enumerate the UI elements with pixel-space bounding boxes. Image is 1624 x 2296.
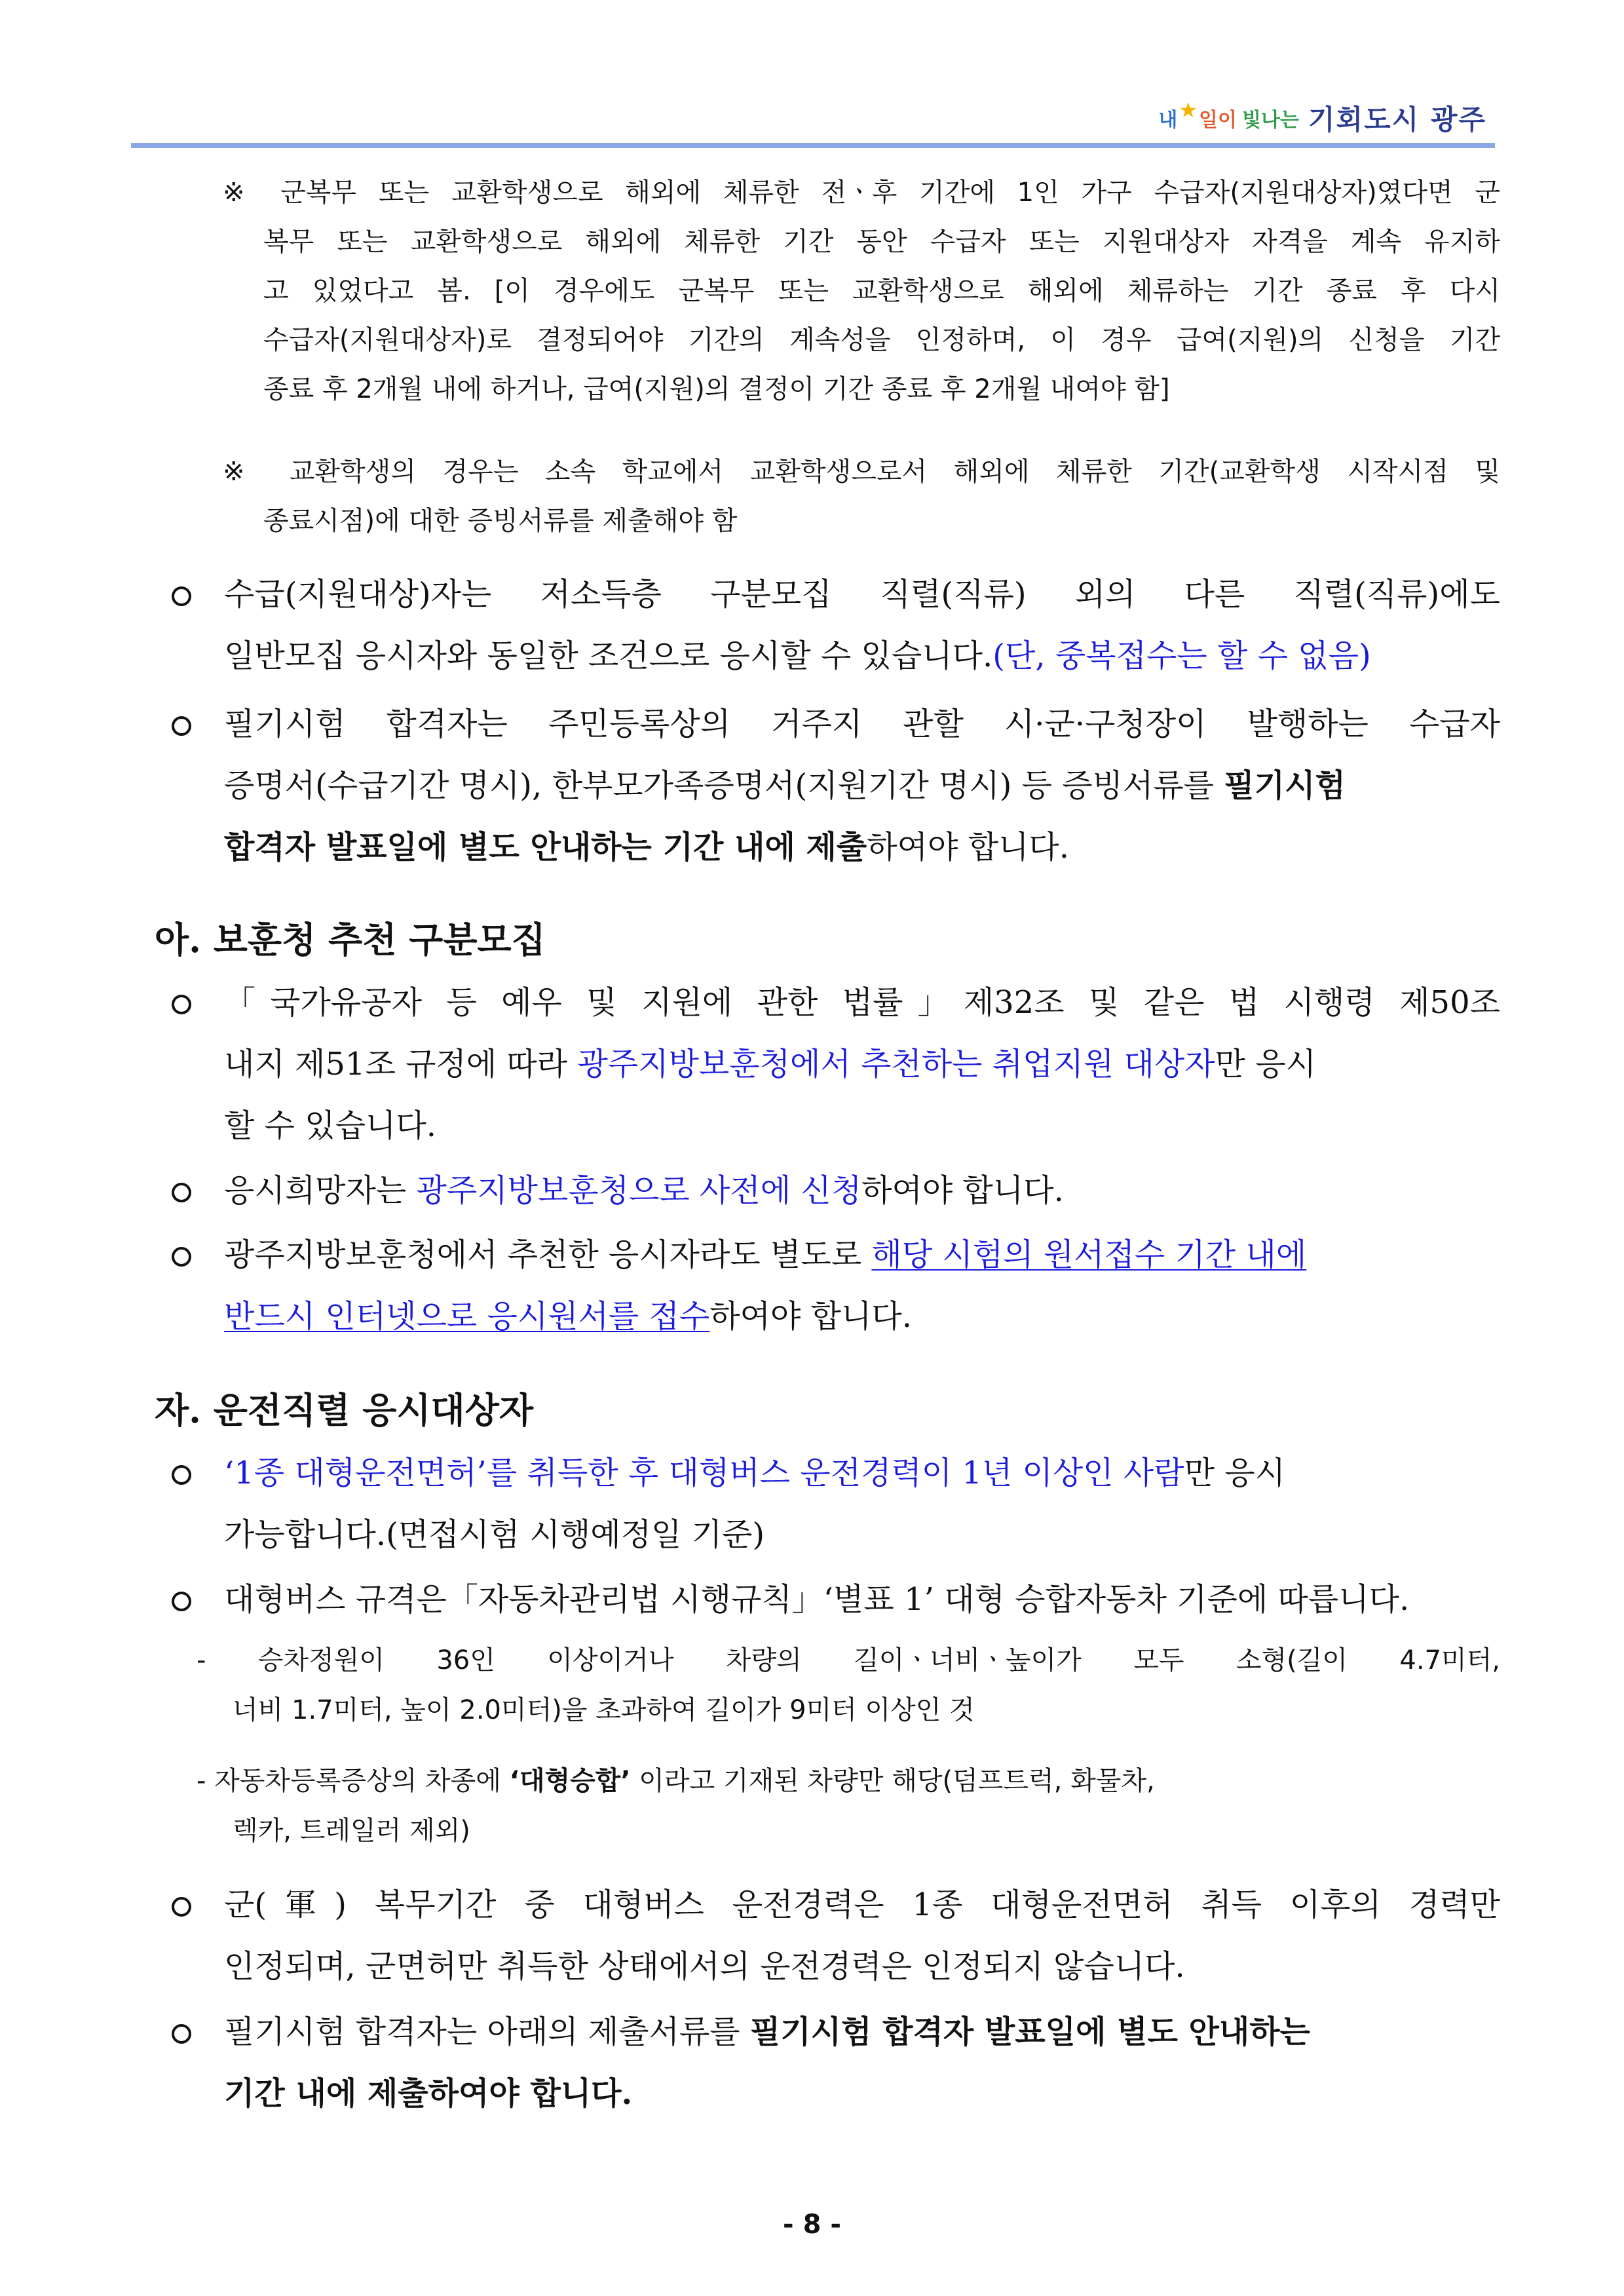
slogan-part-3: 빛나는	[1241, 109, 1299, 132]
documents-deadline-emphasis: 합격자 발표일에 별도 안내하는 기간 내에 제출	[224, 829, 867, 866]
apply-emphasis: 광주지방보훈청으로 사전에 신청	[416, 1172, 862, 1209]
apply-text: 응시희망자는	[224, 1172, 417, 1209]
slogan-part-2: 일이	[1199, 109, 1237, 132]
submission-emphasis: 필기시험 합격자 발표일에 별도 안내하는	[749, 2014, 1311, 2050]
driver-bullet-3-line-2: 인정되며, 군면허만 취득한 상태에서의 운전경력은 인정되지 않습니다.	[224, 1948, 1185, 1985]
logo-slogan	[1158, 98, 1299, 132]
veterans-text-end: 만 응시	[1215, 1046, 1316, 1082]
documents-bullet-line-1: 필기시험 합격자는 주민등록상의 거주지 관할 시·군·구청장이 발행하는 수급자	[224, 706, 1500, 742]
veterans-text: 내지 제51조 규정에 따라	[224, 1046, 578, 1082]
apply-text-end: 하여야 합니다.	[861, 1172, 1064, 1209]
header-logo	[1158, 98, 1486, 138]
bus-spec-dash-1-line-2: 너비 1.7미터, 높이 2.0미터)을 초과하여 길이가 9미터 이상인 것	[233, 1695, 975, 1725]
star-icon: ★	[1179, 98, 1198, 123]
duplicate-application-note: (단, 중복접수는 할 수 없음)	[992, 638, 1371, 674]
license-requirement-emphasis: ‘1종 대형운전면허’를 취득한 후 대형버스 운전경력이 1년 이상인 사람	[224, 1455, 1184, 1491]
registration-text-end: 이라고 기재된 차량만 해당(덤프트럭, 화물차,	[630, 1766, 1155, 1796]
driver-bullet-1-line-2: 가능합니다.(면접시험 시행예정일 기준)	[224, 1516, 765, 1553]
veterans-bullet-3-line-2	[224, 1291, 912, 1336]
bullet-circle-icon	[172, 1592, 191, 1611]
note-1-line-4: 수급자(지원대상자)로 결정되어야 기간의 계속성을 인정하며, 이 경우 급여(지원)의 신청을 기간	[263, 325, 1500, 355]
submission-text: 필기시험 합격자는 아래의 제출서류를	[224, 2014, 750, 2050]
bullet-circle-icon	[172, 1465, 191, 1485]
note-1-line-1: ※ 군복무 또는 교환학생으로 해외에 체류한 전ㆍ후 기간에 1인 가구 수급자(지원대상자)였다면 군	[223, 178, 1500, 208]
bullet-circle-icon	[172, 1247, 191, 1267]
note-2-line-2: 종료시점)에 대한 증빙서류를 제출해야 함	[263, 506, 738, 536]
slogan-part-1: 내	[1158, 109, 1178, 132]
header-divider	[131, 143, 1495, 148]
internet-text: 광주지방보훈청에서 추천한 응시자라도 별도로	[224, 1236, 872, 1273]
registration-text: - 자동차등록증상의 차종에	[197, 1766, 510, 1796]
logo-title: 기회도시 광주	[1308, 104, 1486, 136]
bullet-circle-icon	[172, 1897, 191, 1917]
internet-application-emphasis: 반드시 인터넷으로 응시원서를 접수	[224, 1298, 710, 1335]
application-period-emphasis: 해당 시험의 원서접수 기간 내에	[871, 1236, 1307, 1273]
documents-text-end: 하여야 합니다.	[867, 829, 1069, 866]
driver-bullet-3-line-1: 군(軍) 복무기간 중 대형버스 운전경력은 1종 대형운전면허 취득 이후의 경력만	[224, 1886, 1500, 1923]
veterans-target-emphasis: 광주지방보훈청에서 추천하는 취업지원 대상자	[577, 1046, 1215, 1082]
documents-text: 증명서(수급기간 명시), 한부모가족증명서(지원기간 명시) 등 증빙서류를	[224, 767, 1224, 804]
bullet-circle-icon	[172, 1183, 191, 1202]
eligibility-bullet-line-2	[224, 630, 1371, 676]
note-1-line-2: 복무 또는 교환학생으로 해외에 체류한 기간 동안 수급자 또는 지원대상자 자격을 계속 유지하	[263, 227, 1500, 257]
bullet-circle-icon	[172, 2024, 191, 2044]
veterans-bullet-line-1: 「국가유공자 등 예우 및 지원에 관한 법률」제32조 및 같은 법 시행령 제50조	[224, 984, 1500, 1021]
section-heading-veterans: 아. 보훈청 추천 구분모집	[155, 919, 546, 961]
veterans-bullet-3-line-1	[224, 1229, 1500, 1274]
large-van-emphasis: ‘대형승합’	[509, 1766, 631, 1796]
documents-bullet-line-3	[224, 822, 1069, 867]
veterans-bullet-line-3: 할 수 있습니다.	[224, 1107, 436, 1144]
veterans-bullet-line-2	[224, 1039, 1500, 1084]
eligibility-text: 일반모집 응시자와 동일한 조건으로 응시할 수 있습니다.	[224, 638, 993, 674]
bus-spec-dash-1-line-1: - 승차정원이 36인 이상이거나 차량의 길이ㆍ너비ㆍ높이가 모두 소형(길이 4.7미터,	[197, 1645, 1500, 1675]
bullet-circle-icon	[172, 586, 191, 606]
driver-bullet-4-line-2: 기간 내에 제출하여야 합니다.	[224, 2075, 633, 2112]
note-2-line-1: ※ 교환학생의 경우는 소속 학교에서 교환학생으로서 해외에 체류한 기간(교환학생 시작시점 및	[223, 457, 1500, 487]
section-heading-driver: 자. 운전직렬 응시대상자	[155, 1389, 534, 1431]
documents-emphasis: 필기시험	[1224, 767, 1346, 804]
driver-bullet-1-line-1	[224, 1447, 1500, 1493]
bullet-circle-icon	[172, 995, 191, 1014]
documents-bullet-line-2	[224, 760, 1500, 805]
page-number: - 8 -	[783, 2210, 841, 2240]
veterans-bullet-2	[224, 1165, 1064, 1210]
note-1-line-3: 고 있었다고 봄. [이 경우에도 군복무 또는 교환학생으로 해외에 체류하는 기간 종료 후 다시	[263, 276, 1500, 306]
eligibility-bullet-line-1: 수급(지원대상)자는 저소득층 구분모집 직렬(직류) 외의 다른 직렬(직류)에도	[224, 576, 1500, 613]
driver-bullet-4-line-1	[224, 2006, 1500, 2052]
bus-spec-dash-2-line-1	[197, 1760, 1500, 1797]
bus-spec-dash-2-line-2: 렉카, 트레일러 제외)	[233, 1816, 470, 1846]
internet-text-end: 하여야 합니다.	[709, 1298, 913, 1335]
note-1-line-5: 종료 후 2개월 내에 하거나, 급여(지원)의 결정이 기간 종료 후 2개월 내여야 함]	[263, 374, 1170, 404]
driver-bullet-2: 대형버스 규격은「자동차관리법 시행규칙」‘별표 1’ 대형 승합자동차 기준에 따릅니다.	[224, 1581, 1410, 1618]
bullet-circle-icon	[172, 716, 191, 736]
driver-text: 만 응시	[1184, 1455, 1285, 1491]
